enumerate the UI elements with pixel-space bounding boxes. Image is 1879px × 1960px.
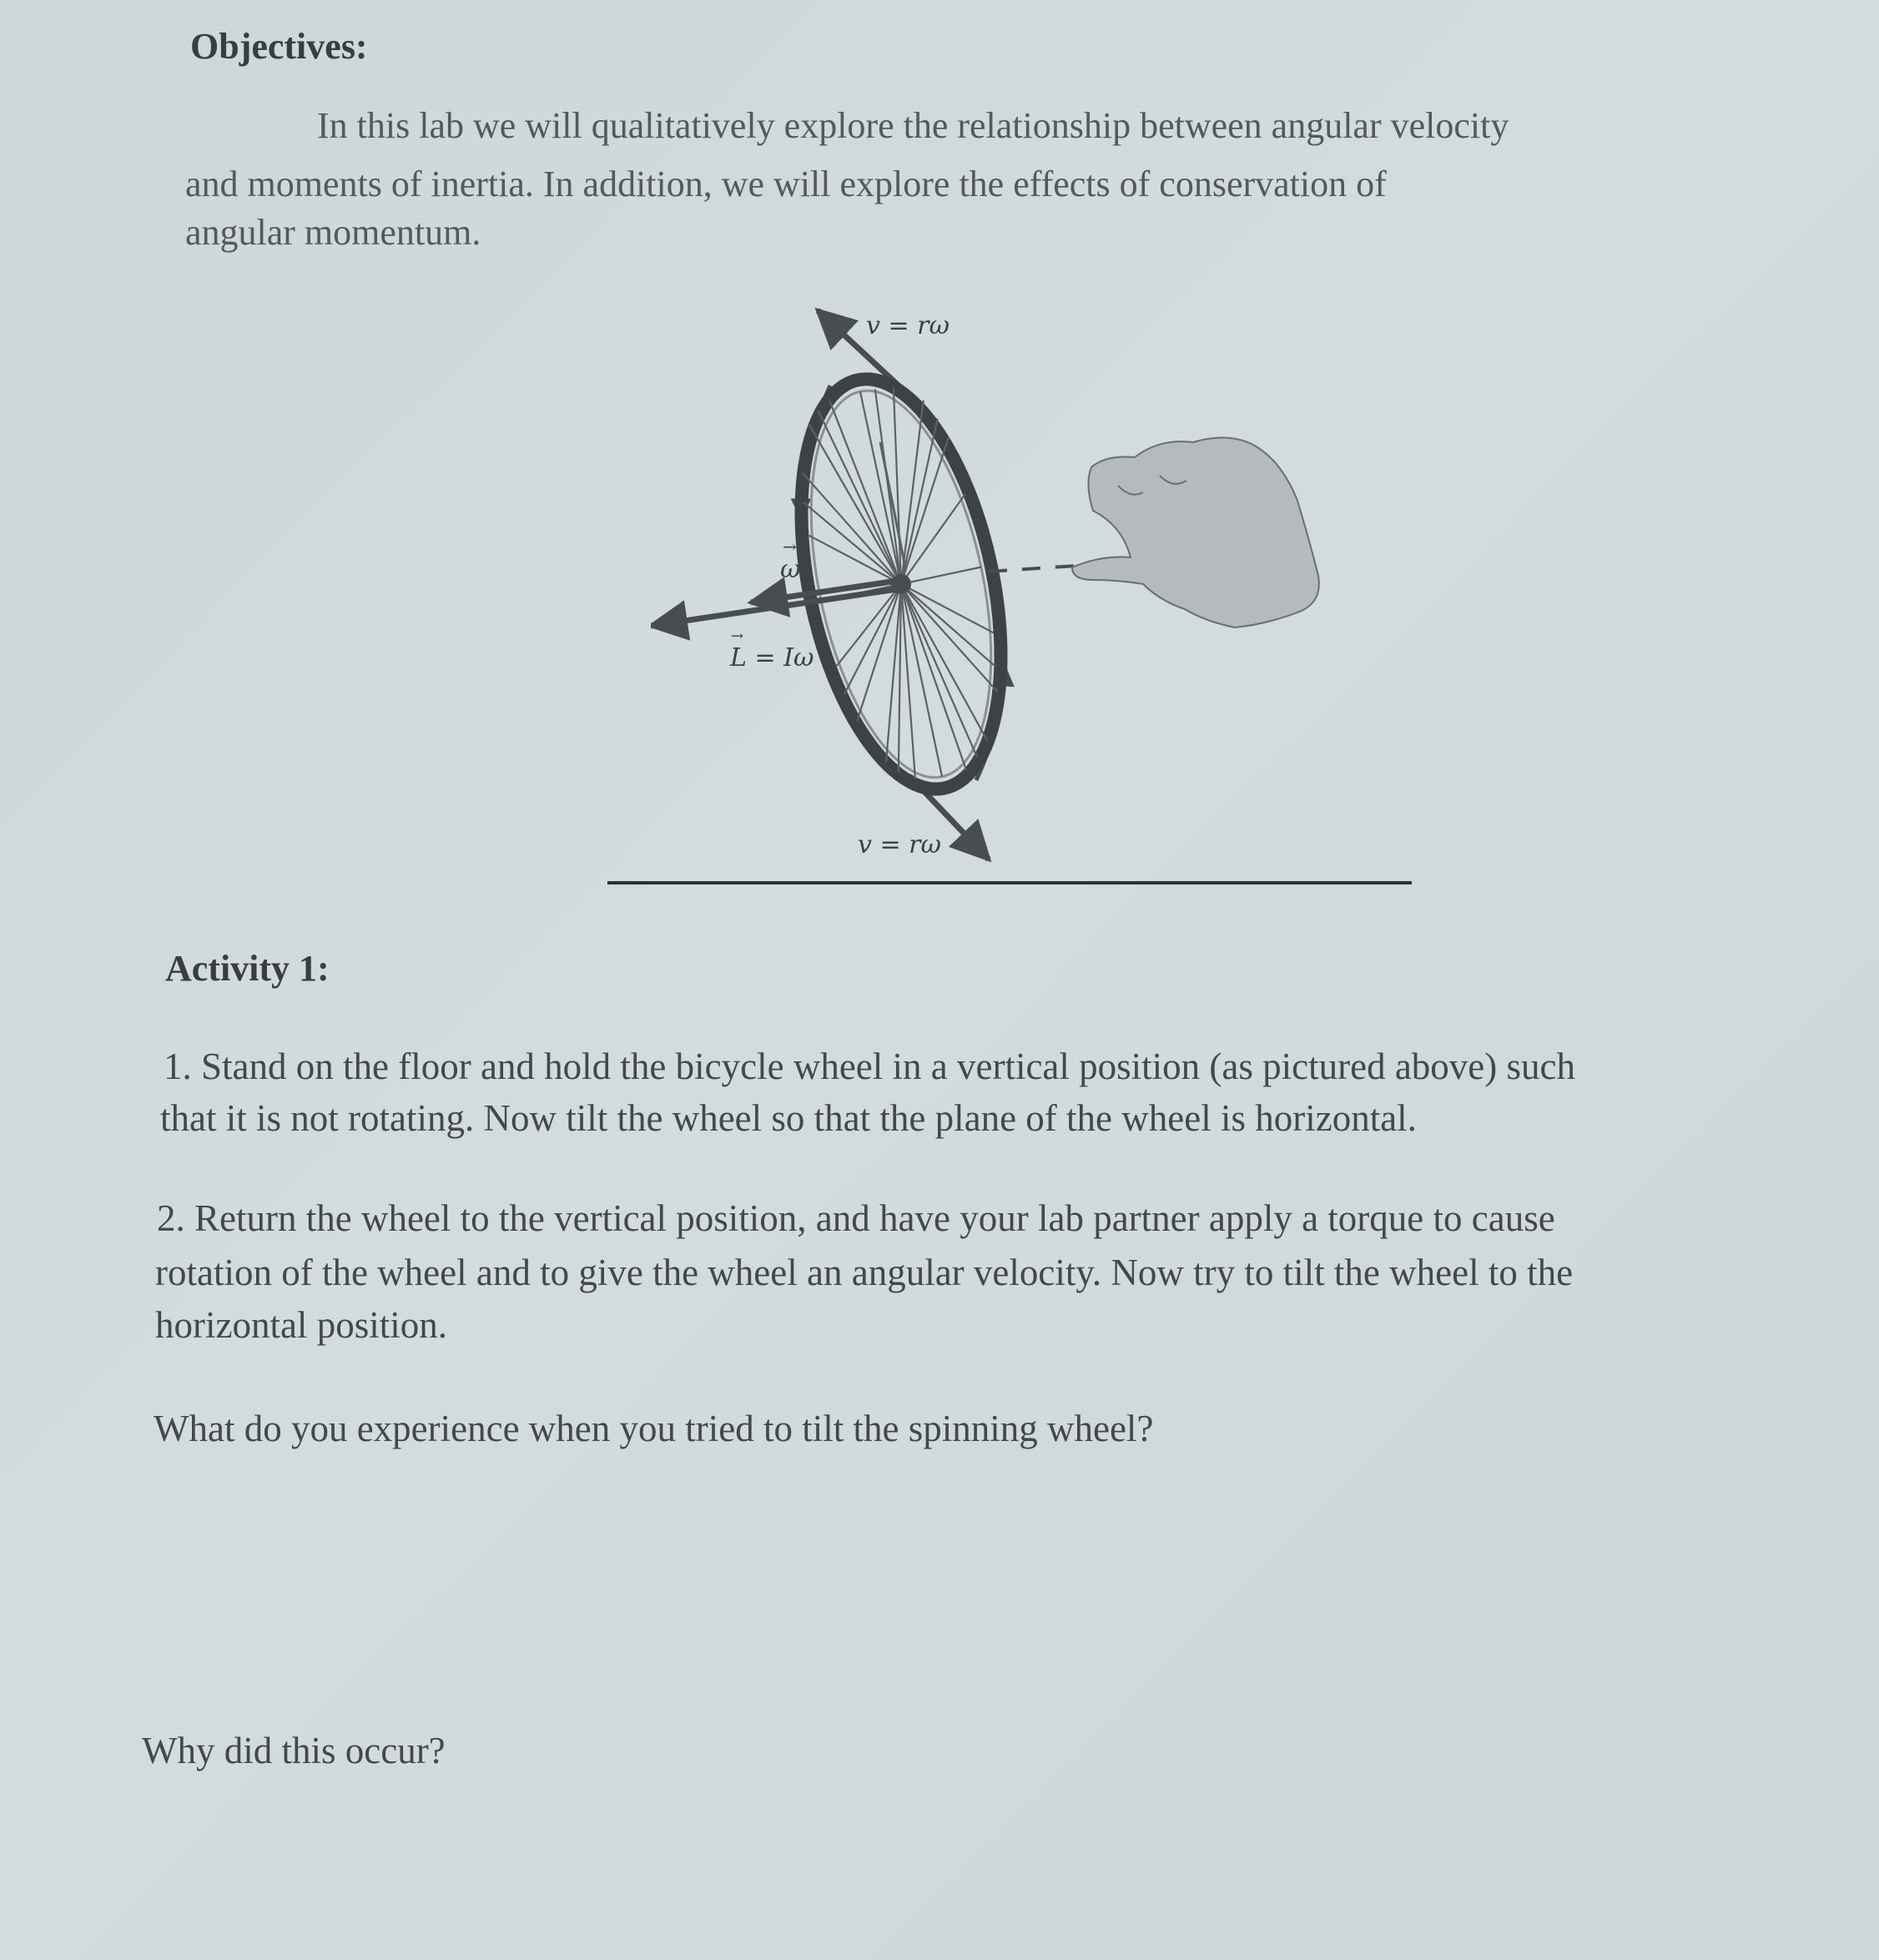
question-2: Why did this occur? xyxy=(142,1730,446,1771)
omega-vector-mark: → xyxy=(783,537,797,557)
top-velocity-label: v = rω xyxy=(866,311,950,340)
axle-dashed-line xyxy=(989,566,1076,572)
hand-illustration xyxy=(1072,437,1319,627)
angular-momentum-label: L = Iω xyxy=(730,643,814,673)
objectives-line-3: angular momentum. xyxy=(185,212,481,253)
question-1: What do you experience when you tried to tilt the spinning wheel? xyxy=(154,1408,1154,1449)
step-1-line-2: that it is not rotating. Now tilt the wheel so that the plane of the wheel is horizontal. xyxy=(160,1097,1417,1139)
step-2-line-3: horizontal position. xyxy=(155,1304,447,1346)
objectives-line-2: and moments of inertia. In addition, we will explore the effects of conservation of xyxy=(185,164,1387,204)
step-1-line-1: 1. Stand on the floor and hold the bicycle wheel in a vertical position (as pictured above) such xyxy=(164,1046,1576,1087)
omega-label: ω xyxy=(780,555,801,584)
angular-momentum-vector-mark: → xyxy=(731,627,744,645)
bicycle-wheel xyxy=(768,361,1034,808)
bicycle-wheel-figure xyxy=(651,292,1452,909)
objectives-heading: Objectives: xyxy=(190,26,368,67)
objectives-line-1: In this lab we will qualitatively explore the relationship between angular velocity xyxy=(317,105,1509,146)
angular-momentum-vector xyxy=(651,588,903,626)
bottom-velocity-label: v = rω xyxy=(858,830,941,859)
activity-heading: Activity 1: xyxy=(165,948,330,989)
figure-divider xyxy=(607,881,1412,884)
step-2-line-1: 2. Return the wheel to the vertical position, and have your lab partner apply a torque to cause xyxy=(157,1197,1555,1239)
step-2-line-2: rotation of the wheel and to give the wheel an angular velocity. Now try to tilt the wheel to the xyxy=(155,1252,1574,1293)
